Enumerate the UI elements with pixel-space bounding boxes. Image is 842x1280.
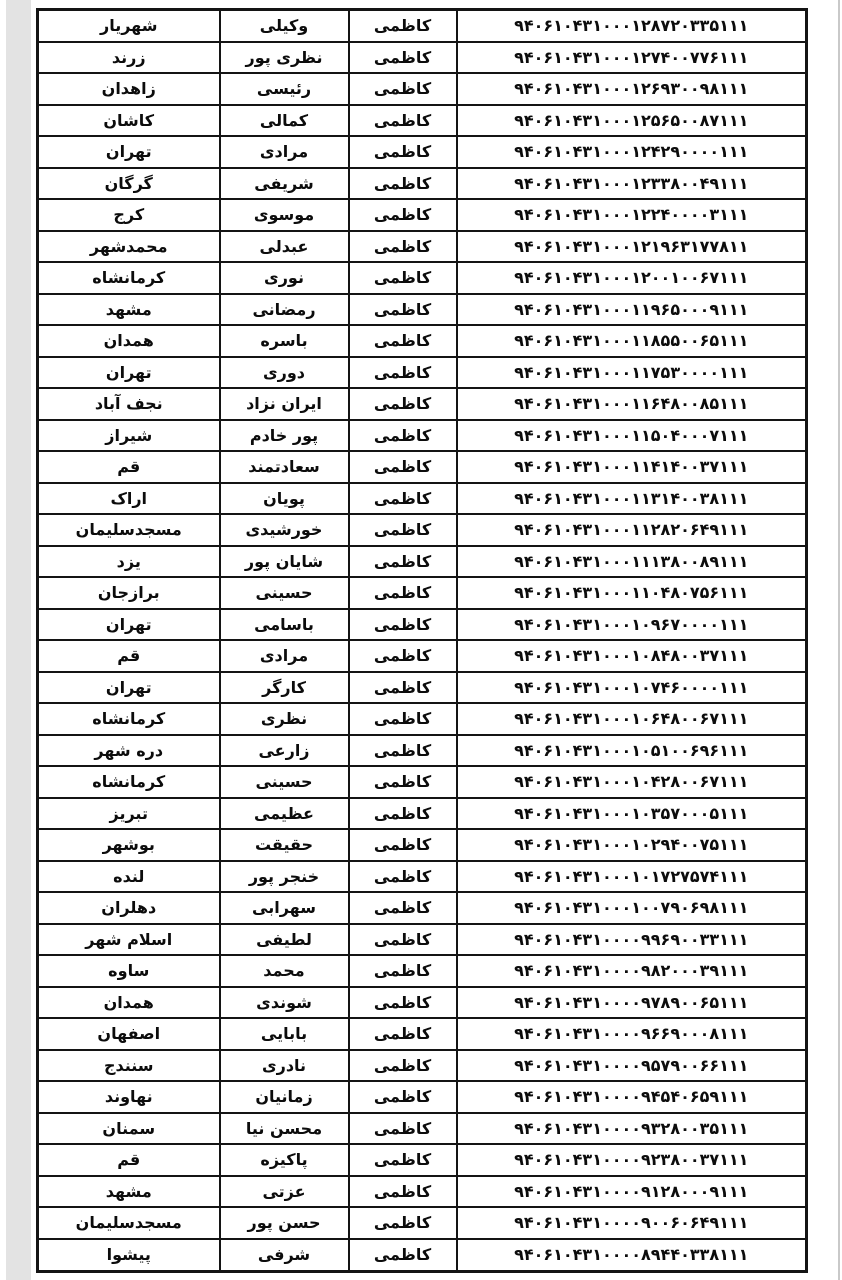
- table-row: [38, 262, 807, 294]
- given-name-cell: عزتی: [220, 1176, 349, 1208]
- surname-cell: کاظمی: [349, 703, 457, 735]
- city-cell: اصفهان: [38, 1018, 220, 1050]
- tracking-code-cell: ۹۴۰۶۱۰۴۳۱۰۰۰۱۰۰۷۹۰۶۹۸۱۱۱: [457, 892, 807, 924]
- surname-cell: کاظمی: [349, 105, 457, 137]
- surname-cell: کاظمی: [349, 357, 457, 389]
- table-row: [38, 388, 807, 420]
- tracking-code-cell: ۹۴۰۶۱۰۴۳۱۰۰۰۱۰۵۱۰۰۶۹۶۱۱۱: [457, 735, 807, 767]
- table-row: [38, 420, 807, 452]
- city-cell: کاشان: [38, 105, 220, 137]
- table-row: [38, 703, 807, 735]
- surname-cell: کاظمی: [349, 1018, 457, 1050]
- given-name-cell: کارگر: [220, 672, 349, 704]
- surname-cell: کاظمی: [349, 168, 457, 200]
- given-name-cell: سهرابی: [220, 892, 349, 924]
- surname-cell: کاظمی: [349, 388, 457, 420]
- table-row: [38, 546, 807, 578]
- surname-cell: کاظمی: [349, 798, 457, 830]
- table-row: [38, 955, 807, 987]
- given-name-cell: شرفی: [220, 1239, 349, 1272]
- surname-cell: کاظمی: [349, 766, 457, 798]
- surname-cell: کاظمی: [349, 955, 457, 987]
- tracking-code-cell: ۹۴۰۶۱۰۴۳۱۰۰۰۰۹۷۸۹۰۰۶۵۱۱۱: [457, 987, 807, 1019]
- table-row: [38, 451, 807, 483]
- table-row: [38, 1113, 807, 1145]
- city-cell: کرج: [38, 199, 220, 231]
- table-row: [38, 829, 807, 861]
- surname-cell: کاظمی: [349, 1207, 457, 1239]
- table-row: [38, 105, 807, 137]
- city-cell: مسجدسلیمان: [38, 514, 220, 546]
- tracking-code-cell: ۹۴۰۶۱۰۴۳۱۰۰۰۰۸۹۴۴۰۳۳۸۱۱۱: [457, 1239, 807, 1272]
- given-name-cell: پاکیزه: [220, 1144, 349, 1176]
- tracking-code-cell: ۹۴۰۶۱۰۴۳۱۰۰۰۰۹۰۰۶۰۶۴۹۱۱۱: [457, 1207, 807, 1239]
- given-name-cell: حسن پور: [220, 1207, 349, 1239]
- table-row: [38, 1239, 807, 1272]
- tracking-code-cell: ۹۴۰۶۱۰۴۳۱۰۰۰۱۰۶۴۸۰۰۶۷۱۱۱: [457, 703, 807, 735]
- given-name-cell: مرادی: [220, 640, 349, 672]
- city-cell: سنندج: [38, 1050, 220, 1082]
- table-row: [38, 1081, 807, 1113]
- tracking-code-cell: ۹۴۰۶۱۰۴۳۱۰۰۰۱۲۶۹۳۰۰۹۸۱۱۱: [457, 73, 807, 105]
- city-cell: اراک: [38, 483, 220, 515]
- table-row: [38, 987, 807, 1019]
- surname-cell: کاظمی: [349, 546, 457, 578]
- tracking-code-cell: ۹۴۰۶۱۰۴۳۱۰۰۰۱۲۱۹۶۳۱۷۷۸۱۱: [457, 231, 807, 263]
- given-name-cell: باسامی: [220, 609, 349, 641]
- table-row: [38, 924, 807, 956]
- given-name-cell: موسوی: [220, 199, 349, 231]
- table-row: [38, 735, 807, 767]
- tracking-code-cell: ۹۴۰۶۱۰۴۳۱۰۰۰۱۰۸۴۸۰۰۳۷۱۱۱: [457, 640, 807, 672]
- tracking-code-cell: ۹۴۰۶۱۰۴۳۱۰۰۰۱۲۳۳۸۰۰۴۹۱۱۱: [457, 168, 807, 200]
- tracking-code-cell: ۹۴۰۶۱۰۴۳۱۰۰۰۱۱۶۴۸۰۰۸۵۱۱۱: [457, 388, 807, 420]
- surname-cell: کاظمی: [349, 199, 457, 231]
- table-row: [38, 168, 807, 200]
- given-name-cell: بابایی: [220, 1018, 349, 1050]
- given-name-cell: کمالی: [220, 105, 349, 137]
- surname-cell: کاظمی: [349, 577, 457, 609]
- tracking-code-cell: ۹۴۰۶۱۰۴۳۱۰۰۰۱۰۹۶۷۰۰۰۰۱۱۱: [457, 609, 807, 641]
- city-cell: تهران: [38, 357, 220, 389]
- tracking-code-cell: ۹۴۰۶۱۰۴۳۱۰۰۰۱۰۲۹۴۰۰۷۵۱۱۱: [457, 829, 807, 861]
- tracking-code-cell: ۹۴۰۶۱۰۴۳۱۰۰۰۱۰۱۷۲۷۵۷۴۱۱۱: [457, 861, 807, 893]
- tracking-code-cell: ۹۴۰۶۱۰۴۳۱۰۰۰۱۱۷۵۳۰۰۰۰۱۱۱: [457, 357, 807, 389]
- tracking-code-cell: ۹۴۰۶۱۰۴۳۱۰۰۰۱۲۵۶۵۰۰۸۷۱۱۱: [457, 105, 807, 137]
- city-cell: مشهد: [38, 1176, 220, 1208]
- given-name-cell: حقیقت: [220, 829, 349, 861]
- city-cell: مسجدسلیمان: [38, 1207, 220, 1239]
- given-name-cell: نادری: [220, 1050, 349, 1082]
- given-name-cell: خنجر پور: [220, 861, 349, 893]
- tracking-code-cell: ۹۴۰۶۱۰۴۳۱۰۰۰۰۹۳۲۸۰۰۳۵۱۱۱: [457, 1113, 807, 1145]
- table-row: [38, 640, 807, 672]
- table-row: [38, 73, 807, 105]
- table-row: [38, 766, 807, 798]
- given-name-cell: حسینی: [220, 766, 349, 798]
- scan-margin-strip: [6, 0, 31, 1280]
- table-row: [38, 577, 807, 609]
- tracking-code-cell: ۹۴۰۶۱۰۴۳۱۰۰۰۱۱۵۰۴۰۰۰۷۱۱۱: [457, 420, 807, 452]
- city-cell: گرگان: [38, 168, 220, 200]
- table-row: [38, 10, 807, 42]
- tracking-code-cell: ۹۴۰۶۱۰۴۳۱۰۰۰۱۲۰۰۱۰۰۶۷۱۱۱: [457, 262, 807, 294]
- table-row: [38, 483, 807, 515]
- city-cell: محمدشهر: [38, 231, 220, 263]
- city-cell: برازجان: [38, 577, 220, 609]
- tracking-code-cell: ۹۴۰۶۱۰۴۳۱۰۰۰۱۱۸۵۵۰۰۶۵۱۱۱: [457, 325, 807, 357]
- given-name-cell: دوری: [220, 357, 349, 389]
- city-cell: همدان: [38, 325, 220, 357]
- surname-cell: کاظمی: [349, 892, 457, 924]
- given-name-cell: وکیلی: [220, 10, 349, 42]
- scan-edge-line: [838, 0, 840, 1280]
- tracking-code-cell: ۹۴۰۶۱۰۴۳۱۰۰۰۰۹۴۵۴۰۶۵۹۱۱۱: [457, 1081, 807, 1113]
- given-name-cell: عظیمی: [220, 798, 349, 830]
- given-name-cell: خورشیدی: [220, 514, 349, 546]
- surname-cell: کاظمی: [349, 73, 457, 105]
- city-cell: قم: [38, 640, 220, 672]
- given-name-cell: حسینی: [220, 577, 349, 609]
- surname-cell: کاظمی: [349, 325, 457, 357]
- surname-cell: کاظمی: [349, 829, 457, 861]
- table-row: [38, 672, 807, 704]
- given-name-cell: لطیفی: [220, 924, 349, 956]
- surname-cell: کاظمی: [349, 42, 457, 74]
- table-row: [38, 231, 807, 263]
- tracking-code-cell: ۹۴۰۶۱۰۴۳۱۰۰۰۰۹۹۶۹۰۰۳۳۱۱۱: [457, 924, 807, 956]
- given-name-cell: زمانیان: [220, 1081, 349, 1113]
- city-cell: شیراز: [38, 420, 220, 452]
- surname-cell: کاظمی: [349, 1081, 457, 1113]
- table-row: [38, 1050, 807, 1082]
- surname-cell: کاظمی: [349, 924, 457, 956]
- city-cell: زرند: [38, 42, 220, 74]
- given-name-cell: رئیسی: [220, 73, 349, 105]
- tracking-code-cell: ۹۴۰۶۱۰۴۳۱۰۰۰۱۰۴۲۸۰۰۶۷۱۱۱: [457, 766, 807, 798]
- surname-cell: کاظمی: [349, 1239, 457, 1272]
- city-cell: تهران: [38, 609, 220, 641]
- surname-cell: کاظمی: [349, 514, 457, 546]
- tracking-code-cell: ۹۴۰۶۱۰۴۳۱۰۰۰۱۱۲۸۲۰۶۴۹۱۱۱: [457, 514, 807, 546]
- table-row: [38, 1207, 807, 1239]
- tracking-code-cell: ۹۴۰۶۱۰۴۳۱۰۰۰۰۹۵۷۹۰۰۶۶۱۱۱: [457, 1050, 807, 1082]
- table-row: [38, 861, 807, 893]
- city-cell: ساوه: [38, 955, 220, 987]
- city-cell: کرمانشاه: [38, 766, 220, 798]
- table-row: [38, 42, 807, 74]
- city-cell: بوشهر: [38, 829, 220, 861]
- table-row: [38, 357, 807, 389]
- surname-cell: کاظمی: [349, 672, 457, 704]
- city-cell: همدان: [38, 987, 220, 1019]
- table-row: [38, 609, 807, 641]
- tracking-code-cell: ۹۴۰۶۱۰۴۳۱۰۰۰۰۹۸۲۰۰۰۳۹۱۱۱: [457, 955, 807, 987]
- tracking-code-cell: ۹۴۰۶۱۰۴۳۱۰۰۰۱۲۲۴۰۰۰۰۳۱۱۱: [457, 199, 807, 231]
- results-table-body: [38, 10, 807, 1272]
- given-name-cell: پور خادم: [220, 420, 349, 452]
- surname-cell: کاظمی: [349, 483, 457, 515]
- surname-cell: کاظمی: [349, 1050, 457, 1082]
- surname-cell: کاظمی: [349, 294, 457, 326]
- given-name-cell: محمد: [220, 955, 349, 987]
- table-row: [38, 1176, 807, 1208]
- table-row: [38, 514, 807, 546]
- surname-cell: کاظمی: [349, 1144, 457, 1176]
- surname-cell: کاظمی: [349, 987, 457, 1019]
- surname-cell: کاظمی: [349, 861, 457, 893]
- surname-cell: کاظمی: [349, 1113, 457, 1145]
- surname-cell: کاظمی: [349, 262, 457, 294]
- table-row: [38, 798, 807, 830]
- given-name-cell: شوندی: [220, 987, 349, 1019]
- tracking-code-cell: ۹۴۰۶۱۰۴۳۱۰۰۰۱۱۱۳۸۰۰۸۹۱۱۱: [457, 546, 807, 578]
- city-cell: زاهدان: [38, 73, 220, 105]
- city-cell: تهران: [38, 136, 220, 168]
- city-cell: دره شهر: [38, 735, 220, 767]
- results-table: [36, 8, 808, 1273]
- tracking-code-cell: ۹۴۰۶۱۰۴۳۱۰۰۰۰۹۶۶۹۰۰۰۸۱۱۱: [457, 1018, 807, 1050]
- given-name-cell: رمضانی: [220, 294, 349, 326]
- table-row: [38, 325, 807, 357]
- surname-cell: کاظمی: [349, 10, 457, 42]
- table-row: [38, 1018, 807, 1050]
- city-cell: اسلام شهر: [38, 924, 220, 956]
- city-cell: نهاوند: [38, 1081, 220, 1113]
- surname-cell: کاظمی: [349, 609, 457, 641]
- tracking-code-cell: ۹۴۰۶۱۰۴۳۱۰۰۰۱۰۳۵۷۰۰۰۵۱۱۱: [457, 798, 807, 830]
- city-cell: لنده: [38, 861, 220, 893]
- results-table-container: [36, 8, 805, 1273]
- tracking-code-cell: ۹۴۰۶۱۰۴۳۱۰۰۰۰۹۲۳۸۰۰۳۷۱۱۱: [457, 1144, 807, 1176]
- city-cell: کرمانشاه: [38, 262, 220, 294]
- tracking-code-cell: ۹۴۰۶۱۰۴۳۱۰۰۰۱۲۸۷۲۰۳۳۵۱۱۱: [457, 10, 807, 42]
- surname-cell: کاظمی: [349, 231, 457, 263]
- given-name-cell: مرادی: [220, 136, 349, 168]
- city-cell: تهران: [38, 672, 220, 704]
- table-row: [38, 892, 807, 924]
- city-cell: تبریز: [38, 798, 220, 830]
- surname-cell: کاظمی: [349, 136, 457, 168]
- city-cell: یزد: [38, 546, 220, 578]
- tracking-code-cell: ۹۴۰۶۱۰۴۳۱۰۰۰۰۹۱۲۸۰۰۰۹۱۱۱: [457, 1176, 807, 1208]
- surname-cell: کاظمی: [349, 420, 457, 452]
- table-row: [38, 1144, 807, 1176]
- city-cell: سمنان: [38, 1113, 220, 1145]
- tracking-code-cell: ۹۴۰۶۱۰۴۳۱۰۰۰۱۱۹۶۵۰۰۰۹۱۱۱: [457, 294, 807, 326]
- tracking-code-cell: ۹۴۰۶۱۰۴۳۱۰۰۰۱۱۴۱۴۰۰۳۷۱۱۱: [457, 451, 807, 483]
- table-row: [38, 136, 807, 168]
- city-cell: مشهد: [38, 294, 220, 326]
- table-row: [38, 294, 807, 326]
- given-name-cell: نظری: [220, 703, 349, 735]
- tracking-code-cell: ۹۴۰۶۱۰۴۳۱۰۰۰۱۰۷۴۶۰۰۰۰۱۱۱: [457, 672, 807, 704]
- surname-cell: کاظمی: [349, 735, 457, 767]
- surname-cell: کاظمی: [349, 640, 457, 672]
- city-cell: نجف آباد: [38, 388, 220, 420]
- city-cell: شهریار: [38, 10, 220, 42]
- tracking-code-cell: ۹۴۰۶۱۰۴۳۱۰۰۰۱۱۳۱۴۰۰۳۸۱۱۱: [457, 483, 807, 515]
- tracking-code-cell: ۹۴۰۶۱۰۴۳۱۰۰۰۱۲۷۴۰۰۷۷۶۱۱۱: [457, 42, 807, 74]
- city-cell: پیشوا: [38, 1239, 220, 1272]
- surname-cell: کاظمی: [349, 1176, 457, 1208]
- tracking-code-cell: ۹۴۰۶۱۰۴۳۱۰۰۰۱۲۴۲۹۰۰۰۰۱۱۱: [457, 136, 807, 168]
- given-name-cell: باسره: [220, 325, 349, 357]
- given-name-cell: نوری: [220, 262, 349, 294]
- surname-cell: کاظمی: [349, 451, 457, 483]
- city-cell: دهلران: [38, 892, 220, 924]
- given-name-cell: پویان: [220, 483, 349, 515]
- given-name-cell: شریفی: [220, 168, 349, 200]
- city-cell: کرمانشاه: [38, 703, 220, 735]
- tracking-code-cell: ۹۴۰۶۱۰۴۳۱۰۰۰۱۱۰۴۸۰۷۵۶۱۱۱: [457, 577, 807, 609]
- given-name-cell: سعادتمند: [220, 451, 349, 483]
- given-name-cell: زارعی: [220, 735, 349, 767]
- given-name-cell: محسن نیا: [220, 1113, 349, 1145]
- city-cell: قم: [38, 1144, 220, 1176]
- table-row: [38, 199, 807, 231]
- given-name-cell: شایان پور: [220, 546, 349, 578]
- city-cell: قم: [38, 451, 220, 483]
- given-name-cell: عبدلی: [220, 231, 349, 263]
- given-name-cell: نظری پور: [220, 42, 349, 74]
- given-name-cell: ایران نزاد: [220, 388, 349, 420]
